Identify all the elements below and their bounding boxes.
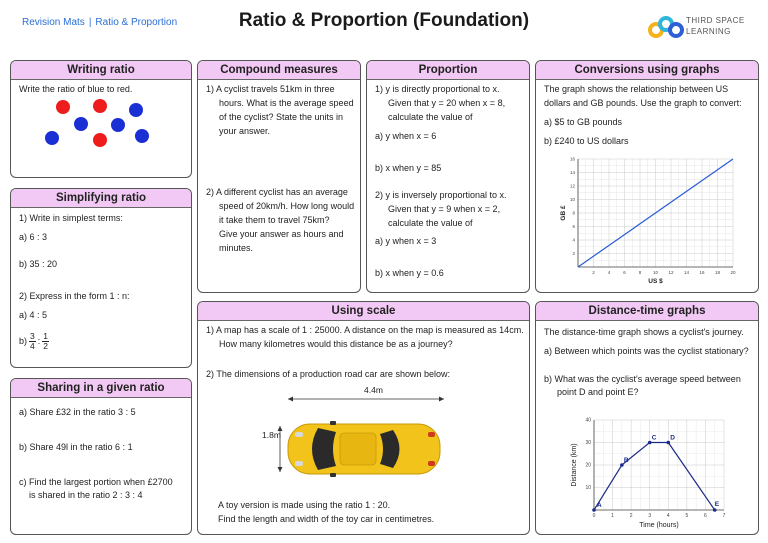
proportion-q1: 1) y is directly proportional to x. — [375, 84, 500, 94]
y-tick-label: 40 — [585, 417, 591, 424]
x-tick-label: 0 — [592, 513, 596, 519]
x-tick-label: 20 — [730, 270, 736, 275]
y-tick-label: 10 — [569, 197, 575, 202]
conversions-intro-line2: dollars and GB pounds. Use the graph to convert: — [544, 98, 742, 108]
x-tick-label: 10 — [652, 270, 659, 275]
point-label: A — [597, 502, 602, 509]
y-tick-label: 10 — [585, 485, 591, 491]
simplifying-ratio-card — [10, 188, 192, 368]
journey-point — [592, 508, 596, 512]
blue-dot — [45, 131, 59, 145]
logo-text: THIRD SPACE LEARNING — [686, 16, 745, 36]
proportion-card — [366, 60, 530, 293]
question-2b: b) $\frac{3}{4}$ : $\frac{1}{2}$ — [19, 331, 48, 351]
proportion-q2-line2: Given that y = 9 when x = 2, — [388, 204, 501, 214]
x-tick-label: 4 — [666, 513, 670, 519]
compound-q2-line3: it take them to travel 75km? — [219, 215, 330, 225]
conversions-qa: a) $5 to GB pounds — [544, 117, 623, 127]
third-space-logo — [648, 12, 758, 40]
x-axis-label: US $ — [648, 278, 663, 285]
x-axis-label: Time (hours) — [639, 522, 679, 529]
arrow-head — [278, 467, 283, 472]
proportion-q1b: b) x when y = 85 — [375, 163, 442, 173]
y-tick-label: 6 — [572, 224, 575, 229]
y-axis-label: GB £ — [560, 205, 567, 221]
x-tick-label: 2 — [629, 513, 633, 519]
y-tick-label: 2 — [572, 251, 575, 256]
arrow-head — [439, 397, 444, 402]
journey-point — [713, 508, 717, 512]
proportion-q2-line3: calculate the value of — [388, 218, 473, 228]
x-tick-label: 2 — [592, 270, 595, 275]
question-1b: b) 35 : 20 — [19, 259, 58, 269]
question-2a: a) 4 : 5 — [19, 310, 48, 320]
question-share-a: a) Share £32 in the ratio 3 : 5 — [19, 407, 136, 417]
proportion-q2b: b) x when y = 0.6 — [375, 268, 444, 278]
y-tick-label: 14 — [569, 170, 575, 175]
sharing-ratio-title: Sharing in a given ratio — [11, 379, 191, 398]
car-top-view — [288, 421, 440, 477]
blue-dot — [111, 118, 125, 132]
compound-measures-title: Compound measures — [198, 61, 360, 80]
arrow-head — [288, 397, 293, 402]
topic-link[interactable]: Ratio & Proportion — [95, 17, 178, 28]
x-tick-label: 7 — [722, 513, 726, 519]
proportion-q1a: a) y when x = 6 — [375, 131, 437, 141]
x-tick-label: 8 — [638, 270, 642, 275]
compound-q2-line5: minutes. — [219, 243, 254, 253]
form-1-n-question: 2) Express in the form 1 : n: — [19, 291, 130, 301]
distance-time-intro: The distance-time graph shows a cyclist's journey. — [544, 327, 744, 337]
distance-time-qb-line2: point D and point E? — [557, 387, 639, 397]
question-share-c: c) Find the largest portion when £2700 — [19, 477, 173, 487]
proportion-q1-line3: calculate the value of — [388, 112, 473, 122]
compound-q2: 2) A different cyclist has an average — [206, 187, 348, 197]
scale-q1: 1) A map has a scale of 1 : 25000. A distance on the map is measured as 14cm. — [206, 325, 524, 335]
proportion-q2: 2) y is inversely proportional to x. — [375, 190, 507, 200]
x-tick-label: 14 — [683, 270, 690, 275]
scale-q1-line2: How many kilometres would this distance be as a journey? — [219, 339, 453, 349]
conversions-intro: The graph shows the relationship between US — [544, 84, 729, 94]
x-tick-label: 6 — [623, 270, 626, 275]
conversions-card — [535, 60, 759, 293]
compound-q1-line3: of the cyclist? State the units in — [219, 112, 344, 122]
page-title: Ratio & Proportion (Foundation) — [238, 10, 530, 31]
x-tick-label: 4 — [607, 270, 611, 275]
compound-q1-line2: hours. What is the average speed — [219, 98, 354, 108]
proportion-q2a: a) y when x = 3 — [375, 236, 437, 246]
simplifying-ratio-title: Simplifying ratio — [11, 189, 191, 208]
fraction-three-quarters: $\frac{3}{4}$ — [30, 331, 35, 351]
question-1a: a) 6 : 3 — [19, 232, 48, 242]
compound-q2-line2: speed of 20km/h. How long would — [219, 201, 355, 211]
car-length-label: 4.4m — [364, 385, 383, 395]
compound-q1: 1) A cyclist travels 51km in three — [206, 84, 335, 94]
compound-measures-card — [197, 60, 361, 293]
question-share-b: b) Share 49l in the ratio 6 : 1 — [19, 442, 133, 452]
x-tick-label: 6 — [704, 513, 707, 519]
fraction-one-half: $\frac{1}{2}$ — [43, 331, 48, 351]
x-tick-label: 1 — [611, 513, 614, 519]
car-width-label: 1.8m — [262, 430, 281, 440]
revision-mats-link[interactable]: Revision Mats — [22, 17, 85, 28]
compound-q2-line4: Give your answer as hours and — [219, 229, 344, 239]
y-tick-label: 20 — [585, 462, 591, 469]
red-dot — [93, 99, 107, 113]
red-dot — [56, 100, 70, 114]
logo-icon — [648, 12, 684, 40]
conversion-chart — [558, 153, 748, 290]
proportion-title: Proportion — [367, 61, 529, 80]
red-dot — [93, 133, 107, 147]
distance-time-chart — [566, 416, 746, 531]
writing-ratio-title: Writing ratio — [11, 61, 191, 80]
sharing-ratio-card — [10, 378, 192, 535]
writing-ratio-card — [10, 60, 192, 178]
using-scale-card — [197, 301, 530, 535]
distance-time-title: Distance-time graphs — [536, 302, 758, 321]
distance-time-qa: a) Between which points was the cyclist stationary? — [544, 346, 749, 356]
point-label: C — [651, 434, 657, 442]
x-tick-label: 5 — [685, 513, 689, 519]
using-scale-title: Using scale — [198, 302, 529, 321]
y-axis-label: Distance (km) — [571, 443, 578, 487]
conversions-title: Conversions using graphs — [536, 61, 758, 80]
x-tick-label: 18 — [714, 270, 721, 275]
y-tick-label: 12 — [569, 183, 575, 189]
point-label: E — [714, 501, 720, 508]
blue-dot — [74, 117, 88, 131]
blue-dot — [129, 103, 143, 117]
toy-question-line2: Find the length and width of the toy car in centimetres. — [218, 514, 435, 524]
x-tick-label: 16 — [699, 270, 705, 275]
distance-time-qb: b) What was the cyclist's average speed between — [544, 374, 741, 384]
breadcrumb-separator: | — [88, 17, 92, 28]
writing-ratio-instruction: Write the ratio of blue to red. — [19, 84, 133, 94]
compound-q1-line4: your answer. — [219, 126, 271, 136]
simplest-terms-question: 1) Write in simplest terms: — [19, 213, 123, 223]
blue-dot — [135, 129, 149, 143]
x-tick-label: 12 — [668, 270, 674, 275]
y-tick-label: 30 — [585, 440, 591, 446]
question-share-c-line2: is shared in the ratio 2 : 3 : 4 — [29, 490, 143, 500]
point-label: D — [670, 434, 675, 442]
point-label: B — [623, 457, 629, 464]
scale-q2: 2) The dimensions of a production road car are shown below: — [206, 369, 450, 379]
x-tick-label: 3 — [648, 513, 652, 519]
toy-question: A toy version is made using the ratio 1 : 20. — [218, 500, 391, 510]
conversions-qb: b) £240 to US dollars — [544, 136, 629, 146]
y-tick-label: 8 — [572, 210, 575, 216]
y-tick-label: 16 — [569, 156, 575, 162]
distance-time-card — [535, 301, 759, 535]
proportion-q1-line2: Given that y = 20 when x = 8, — [388, 98, 506, 108]
y-tick-label: 4 — [572, 237, 575, 243]
